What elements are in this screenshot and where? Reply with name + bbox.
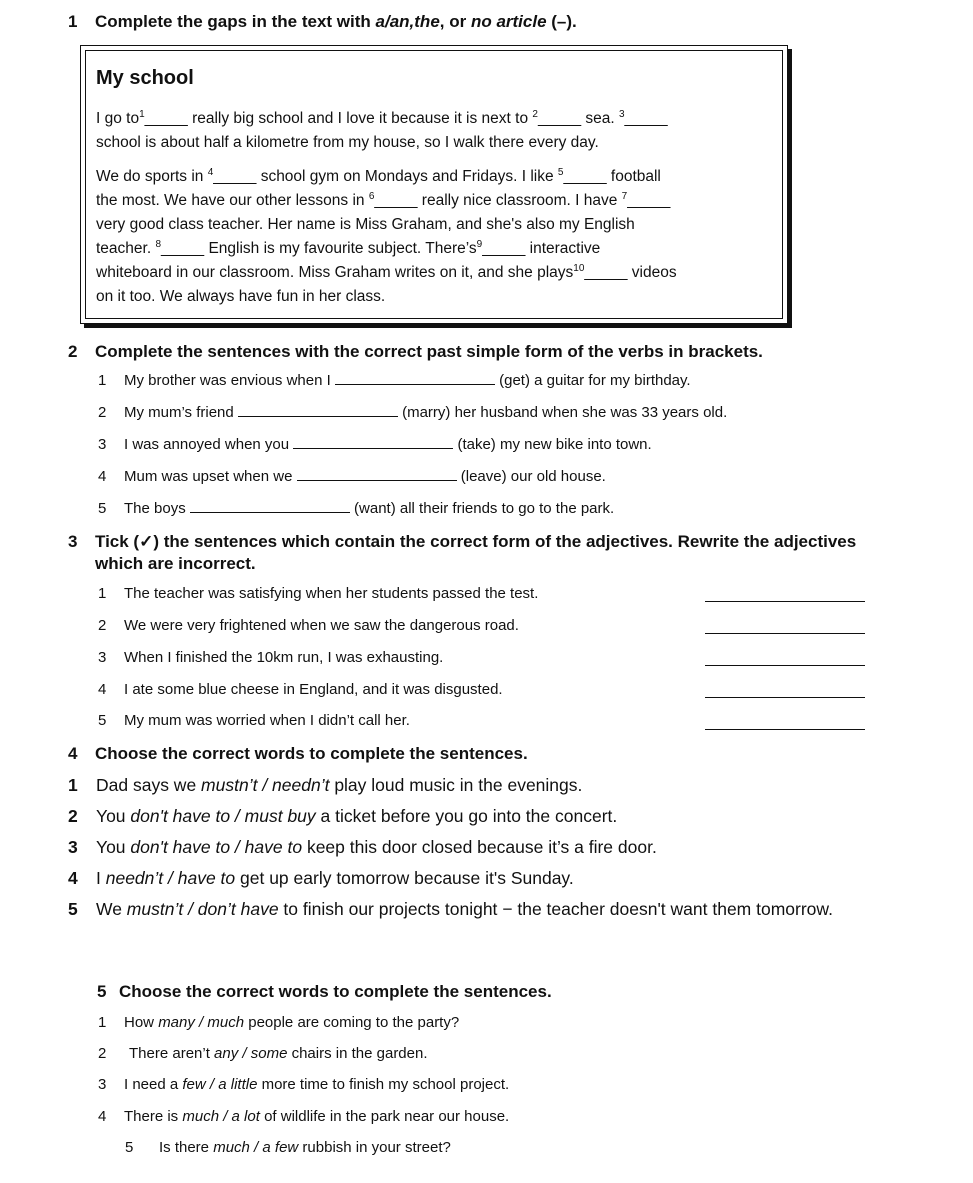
ex4-item	[68, 806, 617, 827]
ex3-item	[98, 712, 410, 729]
instruction-text: which are incorrect.	[95, 554, 256, 573]
item-number: 4	[68, 868, 78, 888]
item-text: My mum’s friend	[124, 404, 238, 421]
item-text: to finish our projects tonight − the teacher doesn't want them tomorrow.	[278, 899, 833, 919]
item-text: (take) my new bike into town.	[453, 436, 652, 453]
instruction-text: Choose the correct words to complete the sentences.	[119, 982, 552, 1001]
ex3-item	[98, 585, 538, 602]
answer-blank[interactable]	[297, 468, 457, 481]
item-text: (get) a guitar for my birthday.	[494, 372, 691, 389]
text-segment: teacher.	[96, 240, 156, 257]
exercise-number: 1	[68, 12, 78, 31]
word-choice[interactable]: don't have to / have to	[130, 837, 303, 857]
ex2-item	[98, 404, 727, 421]
text-segment: _____ school gym on Mondays and Fridays. I like	[213, 168, 558, 185]
text-line	[96, 165, 776, 189]
item-text: We	[96, 899, 127, 919]
item-text: more time to finish my school project.	[257, 1076, 510, 1093]
text-line	[96, 107, 776, 131]
text-segment: whiteboard in our classroom. Miss Graham writes on it, and she plays	[96, 264, 574, 281]
answer-blank[interactable]	[335, 372, 495, 385]
item-text: chairs in the garden.	[287, 1045, 428, 1062]
text-segment: the most. We have our other lessons in	[96, 192, 369, 209]
gap-number: 6	[368, 190, 375, 202]
ex3-item	[98, 681, 503, 698]
ex4-item	[68, 837, 657, 858]
text-line	[96, 261, 776, 285]
answer-blank[interactable]	[705, 601, 865, 602]
text-segment: _____ sea.	[537, 110, 619, 127]
text-box-title: My school	[96, 67, 194, 89]
answer-blank[interactable]	[705, 665, 865, 666]
item-number: 1	[98, 1014, 107, 1031]
ex4-item	[68, 775, 582, 796]
item-number: 4	[98, 1108, 107, 1125]
word-choice[interactable]: much / a lot	[182, 1108, 260, 1125]
answer-blank[interactable]	[190, 500, 350, 513]
item-text: keep this door closed because it’s a fire door.	[302, 837, 657, 857]
exercise-number: 3	[68, 532, 78, 551]
item-text: There is	[124, 1108, 183, 1125]
ex2-item	[98, 436, 652, 453]
item-number: 3	[98, 649, 107, 666]
word-choice[interactable]: many / much	[158, 1014, 245, 1031]
instruction-text: , or	[439, 12, 471, 31]
paragraph-2	[96, 165, 776, 309]
ex2-item	[98, 372, 691, 389]
item-number: 2	[98, 617, 107, 634]
text-segment: I go to	[96, 110, 140, 127]
ex5-item	[98, 1108, 509, 1125]
text-segment: on it too. We always have fun in her class.	[96, 288, 386, 305]
item-number: 5	[125, 1139, 134, 1156]
item-text: play loud music in the evenings.	[329, 775, 583, 795]
gap-number: 10	[573, 262, 585, 274]
answer-blank[interactable]	[238, 404, 398, 417]
answer-blank[interactable]	[705, 697, 865, 698]
item-text: (leave) our old house.	[456, 468, 606, 485]
exercise-4-heading	[68, 744, 528, 764]
item-text: I was annoyed when you	[124, 436, 294, 453]
gap-number: 4	[207, 166, 214, 178]
answer-blank[interactable]	[705, 729, 865, 730]
item-text: Is there	[159, 1139, 214, 1156]
instruction-text: Choose the correct words to complete the sentences.	[95, 744, 528, 763]
text-segment: _____ football	[563, 168, 661, 185]
ex5-item	[98, 1045, 428, 1062]
item-text: get up early tomorrow because it's Sunday.	[235, 868, 574, 888]
text-segment: _____	[627, 192, 671, 209]
gap-number: 5	[557, 166, 564, 178]
item-number: 1	[98, 372, 107, 389]
gap-number: 3	[618, 108, 625, 120]
item-number: 2	[68, 806, 78, 826]
gap-number: 1	[139, 108, 145, 120]
word-choice[interactable]: any / some	[214, 1045, 288, 1062]
item-text: a ticket before you go into the concert.	[315, 806, 618, 826]
ex2-item	[98, 500, 614, 517]
paragraph-1	[96, 107, 776, 155]
item-number: 4	[98, 468, 107, 485]
text-segment: very good class teacher. Her name is Miss Graham, and she's also my English	[96, 216, 635, 233]
item-text: The teacher was satisfying when her students passed the test.	[124, 585, 539, 602]
exercise-number: 5	[97, 982, 107, 1001]
text-segment: We do sports in	[96, 168, 208, 185]
exercise-number: 4	[68, 744, 78, 763]
answer-blank[interactable]	[293, 436, 453, 449]
item-number: 2	[98, 404, 107, 421]
instruction-options: a/an,the	[375, 12, 440, 31]
gap-number: 8	[155, 238, 162, 250]
item-text: (want) all their friends to go to the park.	[349, 500, 615, 517]
item-text: I need a	[124, 1076, 183, 1093]
item-text: I ate some blue cheese in England, and it was disgusted.	[124, 681, 503, 698]
item-number: 2	[98, 1045, 107, 1062]
ex5-item	[125, 1139, 451, 1156]
text-line	[96, 131, 776, 155]
item-text: My brother was envious when I	[124, 372, 335, 389]
item-text: There aren’t	[129, 1045, 215, 1062]
ex2-item	[98, 468, 606, 485]
item-number: 5	[98, 500, 107, 517]
gap-number: 2	[532, 108, 538, 120]
answer-blank[interactable]	[705, 633, 865, 634]
item-text: of wildlife in the park near our house.	[259, 1108, 510, 1125]
ex4-item	[68, 868, 574, 889]
word-choice[interactable]: much / a few	[213, 1139, 299, 1156]
gap-number: 9	[476, 238, 483, 250]
ex5-item	[98, 1014, 459, 1031]
text-segment: _____ really nice classroom. I have	[374, 192, 622, 209]
item-text: Dad says we	[96, 775, 202, 795]
item-text: My mum was worried when I didn’t call her.	[124, 712, 410, 729]
word-choice[interactable]: needn’t / have to	[105, 868, 236, 888]
item-text: Mum was upset when we	[124, 468, 297, 485]
text-segment: _____ really big school and I love it because it is next to	[144, 110, 533, 127]
instruction-text: (–).	[546, 12, 577, 31]
item-text: rubbish in your street?	[298, 1139, 451, 1156]
word-choice[interactable]: don't have to / must buy	[130, 806, 316, 826]
text-segment: school is about half a kilometre from my house, so I walk there every day.	[96, 134, 599, 151]
instruction-text: Tick (✓) the sentences which contain the correct form of the adjectives. Rewrite the adjectives	[95, 532, 857, 551]
word-choice[interactable]: few / a little	[182, 1076, 258, 1093]
item-text: people are coming to the party?	[244, 1014, 460, 1031]
item-text: How	[124, 1014, 159, 1031]
instruction-no-article: no article	[470, 12, 547, 31]
exercise-2-heading	[68, 342, 763, 362]
item-text: You	[96, 806, 131, 826]
text-segment: _____ interactive	[482, 240, 601, 257]
text-segment: _____	[624, 110, 668, 127]
word-choice[interactable]: mustn’t / needn’t	[201, 775, 330, 795]
item-number: 1	[68, 775, 78, 795]
exercise-number: 2	[68, 342, 78, 361]
instruction-text: Complete the gaps in the text with	[95, 12, 376, 31]
gap-number: 7	[621, 190, 628, 202]
exercise-3-heading	[68, 532, 856, 552]
text-line	[96, 213, 776, 237]
item-number: 4	[98, 681, 107, 698]
item-number: 5	[68, 899, 78, 919]
item-text: You	[96, 837, 131, 857]
text-segment: _____ English is my favourite subject. There’s	[161, 240, 477, 257]
text-segment: _____ videos	[584, 264, 677, 281]
ex3-item	[98, 649, 443, 666]
ex3-item	[98, 617, 519, 634]
item-text: We were very frightened when we saw the dangerous road.	[124, 617, 519, 634]
item-number: 3	[68, 837, 78, 857]
item-text: The boys	[124, 500, 190, 517]
ex4-item	[68, 899, 833, 920]
item-text: When I finished the 10km run, I was exhausting.	[124, 649, 444, 666]
item-number: 3	[98, 436, 107, 453]
text-line	[96, 237, 776, 261]
word-choice[interactable]: mustn’t / don’t have	[126, 899, 279, 919]
item-number: 3	[98, 1076, 107, 1093]
item-number: 5	[98, 712, 107, 729]
ex5-item	[98, 1076, 509, 1093]
text-line	[96, 189, 776, 213]
item-number: 1	[98, 585, 107, 602]
exercise-1-heading	[68, 12, 577, 32]
item-text: (marry) her husband when she was 33 years old.	[397, 404, 728, 421]
exercise-5-heading	[97, 982, 552, 1002]
instruction-text: Complete the sentences with the correct past simple form of the verbs in brackets.	[95, 342, 763, 361]
item-text: I	[96, 868, 106, 888]
text-line	[96, 285, 776, 309]
